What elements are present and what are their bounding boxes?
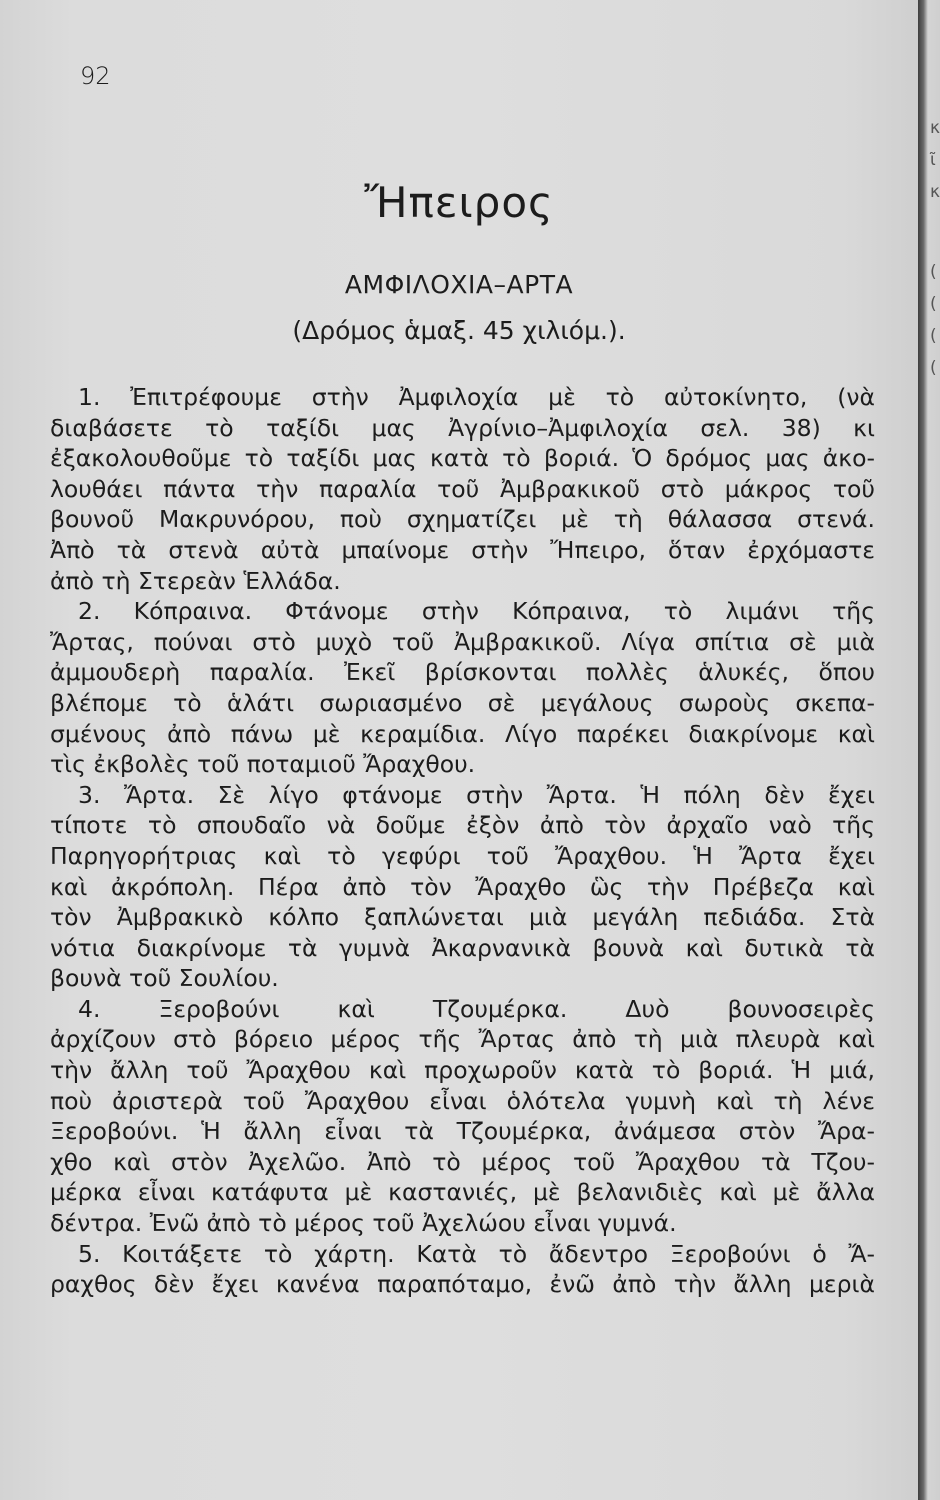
text-line: τὶς ἐκβολὲς τοῦ ποταμιοῦ Ἄραχθου. bbox=[50, 750, 476, 779]
text-line: Παρηγορήτριας καὶ τὸ γεφύρι τοῦ Ἄραχθου. Ἡ Ἄρτα ἔχει bbox=[50, 841, 875, 870]
text-line: ἀμμουδερὴ παραλία. Ἐκεῖ βρίσκονται πολλὲς ἁλυκές, ὅπου bbox=[50, 658, 875, 687]
text-line: 3. Ἄρτα. Σὲ λίγο φτάνομε στὴν Ἄρτα. Ἡ πόλη δὲν ἔχει bbox=[78, 780, 875, 809]
adjacent-page-letter: ( bbox=[930, 294, 937, 314]
text-line: μέρκα εἶναι κατάφυτα μὲ καστανιές, μὲ βελανιδιὲς καὶ μὲ ἄλλα bbox=[50, 1178, 875, 1207]
chapter-title: Ἤπειρος bbox=[364, 178, 554, 227]
text-line: τὴν ἄλλη τοῦ Ἄραχθου καὶ προχωροῦν κατὰ τὸ βοριά. Ἡ μιά, bbox=[50, 1056, 875, 1085]
text-line: ποὺ ἀριστερὰ τοῦ Ἄραχθου εἶναι ὁλότελα γυμνὴ καὶ τὴ λένε bbox=[50, 1086, 875, 1115]
adjacent-page-letter: ( bbox=[930, 262, 937, 282]
adjacent-page-letter: ῖ bbox=[930, 150, 936, 170]
text-line: νότια διακρίνομε τὰ γυμνὰ Ἀκαρνανικὰ βουνὰ καὶ δυτικὰ τὰ bbox=[50, 933, 875, 962]
text-line: τὸν Ἀμβρακικὸ κόλπο ξαπλώνεται μιὰ μεγάλη πεδιάδα. Στὰ bbox=[50, 903, 875, 932]
adjacent-page-letter: κ bbox=[930, 118, 940, 138]
text-line: ραχθος δὲν ἔχει κανένα παραπόταμο, ἐνῶ ἀπὸ τὴν ἄλλη μεριὰ bbox=[50, 1270, 875, 1299]
text-line: 1. Ἐπιτρέφουμε στὴν Ἀμφιλοχία μὲ τὸ αὐτοκίνητο, (νὰ bbox=[78, 383, 875, 411]
text-line: 5. Κοιτάξετε τὸ χάρτη. Κατὰ τὸ ἄδεντρο Ξεροβούνι ὁ Ἄ- bbox=[78, 1239, 875, 1268]
text-line: σμένους ἀπὸ πάνω μὲ κεραμίδια. Λίγο παρέκει διακρίνομε καὶ bbox=[50, 719, 875, 748]
text-line: ἀρχίζουν στὸ βόρειο μέρος τῆς Ἄρτας ἀπὸ τὴ μιὰ πλευρὰ καὶ bbox=[50, 1025, 875, 1054]
text-line: Ἀπὸ τὰ στενὰ αὐτὰ μπαίνομε στὴν Ἤπειρο, ὅταν ἐρχόμαστε bbox=[50, 535, 875, 564]
text-line: ἐξακολουθοῦμε τὸ ταξίδι μας κατὰ τὸ βοριά. Ὁ δρόμος μας ἀκο- bbox=[50, 444, 875, 473]
text-line: δέντρα. Ἐνῶ ἀπὸ τὸ μέρος τοῦ Ἀχελώου εἶναι γυμνά. bbox=[50, 1209, 677, 1238]
body-text bbox=[50, 382, 875, 1300]
section-heading: ΑΜΦΙΛΟΧΙΑ–ΑΡΤΑ bbox=[344, 270, 574, 299]
adjacent-page-letter: ( bbox=[930, 326, 937, 346]
text-line: λουθάει πάντα τὴν παραλία τοῦ Ἀμβρακικοῦ στὸ μάκρος τοῦ bbox=[50, 474, 875, 503]
text-line: βουνοῦ Μακρυνόρου, ποὺ σχηματίζει μὲ τὴ θάλασσα στενά. bbox=[50, 505, 875, 534]
text-line: Ξεροβούνι. Ἡ ἄλλη εἶναι τὰ Τζουμέρκα, ἀνάμεσα στὸν Ἄρα- bbox=[50, 1117, 875, 1146]
text-line: βλέπομε τὸ ἁλάτι σωριασμένο σὲ μεγάλους σωροὺς σκεπα- bbox=[50, 688, 875, 717]
adjacent-page-letter: ( bbox=[930, 358, 937, 378]
text-line: 2. Κόπραινα. Φτάνομε στὴν Κόπραινα, τὸ λιμάνι τῆς bbox=[78, 597, 875, 626]
page-number: 92 bbox=[80, 62, 111, 90]
book-gutter bbox=[918, 0, 940, 1500]
text-line: καὶ ἀκρόπολη. Πέρα ἀπὸ τὸν Ἄραχθο ὣς τὴν Πρέβεζα καὶ bbox=[50, 872, 875, 901]
text-line: Ἄρτας, πούναι στὸ μυχὸ τοῦ Ἀμβρακικοῦ. Λίγα σπίτια σὲ μιὰ bbox=[50, 627, 875, 656]
adjacent-page-letter: κ bbox=[930, 182, 940, 202]
text-line: τίποτε τὸ σπουδαῖο νὰ δοῦμε ἐξὸν ἀπὸ τὸν ἀρχαῖο ναὸ τῆς bbox=[50, 811, 875, 840]
text-line: βουνὰ τοῦ Σουλίου. bbox=[50, 964, 279, 993]
text-line: χθο καὶ στὸν Ἀχελῶο. Ἀπὸ τὸ μέρος τοῦ Ἄραχθου τὰ Τζου- bbox=[50, 1147, 875, 1176]
text-line: διαβάσετε τὸ ταξίδι μας Ἀγρίνιο–Ἀμφιλοχία σελ. 38) κι bbox=[50, 413, 875, 442]
text-line: 4. Ξεροβούνι καὶ Τζουμέρκα. Δυὸ βουνοσειρὲς bbox=[78, 994, 875, 1023]
section-subheading: (Δρόμος ἁμαξ. 45 χιλιόμ.). bbox=[292, 316, 626, 345]
text-line: ἀπὸ τὴ Στερεὰν Ἑλλάδα. bbox=[50, 566, 341, 595]
